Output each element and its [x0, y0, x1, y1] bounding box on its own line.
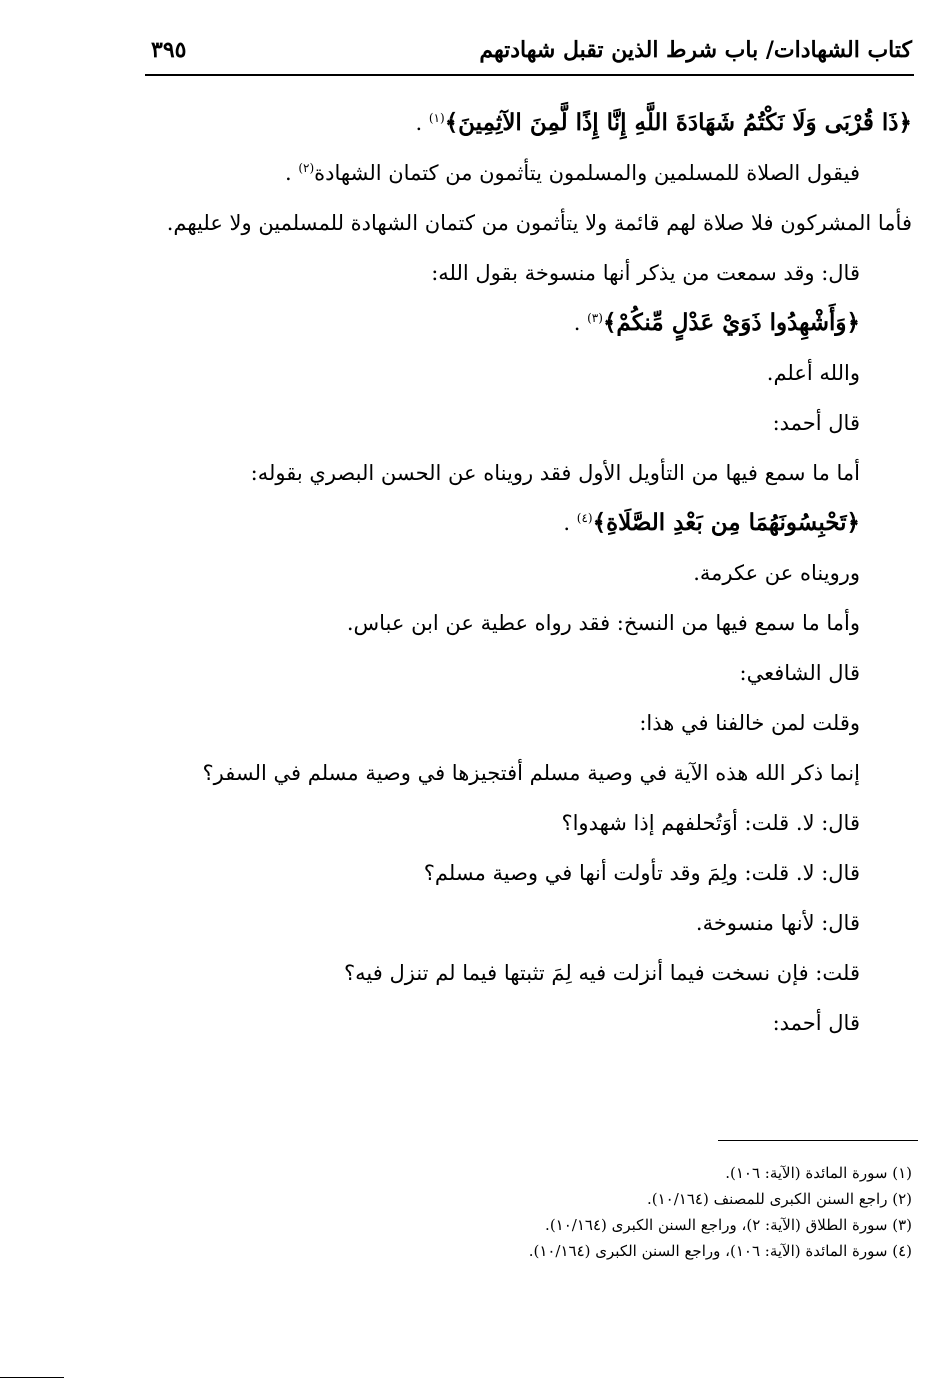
- paragraph-5: قال أحمد:: [772, 411, 860, 435]
- paragraph-10: وقلت لمن خالفنا في هذا:: [639, 711, 860, 735]
- paragraph-14: قال: لأنها منسوخة.: [695, 911, 860, 935]
- footnote-2: (٢) راجع السنن الكبرى للمصنف (١٠/١٦٤).: [646, 1190, 912, 1208]
- quran-verse-1: ذَا قُرْبَى وَلَا نَكْتُمُ شَهَادَةَ اللَّهِ إِنَّا إِذًا لَّمِنَ الآثِمِينَ: [458, 109, 899, 136]
- quran-verse-2: وَأَشْهِدُوا ذَوَيْ عَدْلٍ مِّنكُمْ: [616, 309, 847, 336]
- footnote-4: (٤) سورة المائدة (الآية: ١٠٦)، وراجع السنن الكبرى (١٠/١٦٤).: [528, 1242, 912, 1260]
- running-title: كتاب الشهادات/ باب شرط الذين تقبل شهادتهم: [479, 37, 912, 63]
- paragraph-3: قال: وقد سمعت من يذكر أنها منسوخة بقول الله:: [431, 261, 860, 285]
- paragraph-12: قال: لا. قلت: أوَتُحلفهم إذا شهدوا؟: [561, 811, 860, 835]
- verse-line-1: ﴿ذَا قُرْبَى وَلَا نَكْتُمُ شَهَادَةَ اللَّهِ إِنَّا إِذًا لَّمِنَ الآثِمِينَ﴾$^{(١)}$ .: [415, 109, 912, 136]
- footnote-3: (٣) سورة الطلاق (الآية: ٢)، وراجع السنن الكبرى (١٠/١٦٤).: [545, 1216, 912, 1234]
- footnote-1: (١) سورة المائدة (الآية: ١٠٦).: [725, 1164, 912, 1182]
- quran-verse-3: تَحْبِسُونَهُمَا مِن بَعْدِ الصَّلَاةِ: [606, 509, 847, 536]
- footnote-ref-1: (١): [428, 111, 445, 125]
- footnote-ref-2: (٢): [298, 161, 315, 175]
- paragraph-8: وأما ما سمع فيها من النسخ: فقد رواه عطية عن ابن عباس.: [346, 611, 860, 635]
- paragraph-4: والله أعلم.: [766, 361, 860, 385]
- paragraph-11: إنما ذكر الله هذه الآية في وصية مسلم أفتجيزها في وصية مسلم في السفر؟: [202, 761, 860, 785]
- paragraph-6: أما ما سمع فيها من التأويل الأول فقد رويناه عن الحسن البصري بقوله:: [250, 461, 860, 485]
- paragraph-1-text: فيقول الصلاة للمسلمين والمسلمون يتأثمون من كتمان الشهادة: [314, 161, 860, 185]
- paragraph-1: فيقول الصلاة للمسلمين والمسلمون يتأثمون من كتمان الشهادة$^{(٢)}$ .: [284, 161, 860, 185]
- page-number: ٣٩٥: [151, 37, 187, 63]
- footnotes: [192, 1160, 912, 1264]
- scan-edge-line: [0, 1377, 64, 1378]
- paragraph-2: فأما المشركون فلا صلاة لهم قائمة ولا يتأثمون من كتمان الشهادة للمسلمين ولا عليهم.: [166, 211, 912, 235]
- page-header: [145, 30, 914, 76]
- footnote-separator: [718, 1140, 918, 1141]
- verse-line-3: ﴿تَحْبِسُونَهُمَا مِن بَعْدِ الصَّلَاةِ﴾$^{(٤)}$ .: [563, 509, 860, 536]
- paragraph-7: ورويناه عن عكرمة.: [693, 561, 860, 585]
- footnote-ref-4: (٤): [576, 511, 593, 525]
- footnote-ref-3: (٣): [587, 311, 603, 325]
- main-text: [150, 98, 912, 1048]
- verse-line-2: ﴿وَأَشْهِدُوا ذَوَيْ عَدْلٍ مِّنكُمْ﴾$^{(٣)}$ .: [573, 309, 860, 336]
- paragraph-9: قال الشافعي:: [739, 661, 860, 685]
- paragraph-16: قال أحمد:: [772, 1011, 860, 1035]
- paragraph-13: قال: لا. قلت: ولِمَ وقد تأولت أنها في وصية مسلم؟: [423, 861, 860, 885]
- paragraph-15: قلت: فإن نسخت فيما أنزلت فيه لِمَ تثبتها فيما لم تنزل فيه؟: [344, 961, 860, 985]
